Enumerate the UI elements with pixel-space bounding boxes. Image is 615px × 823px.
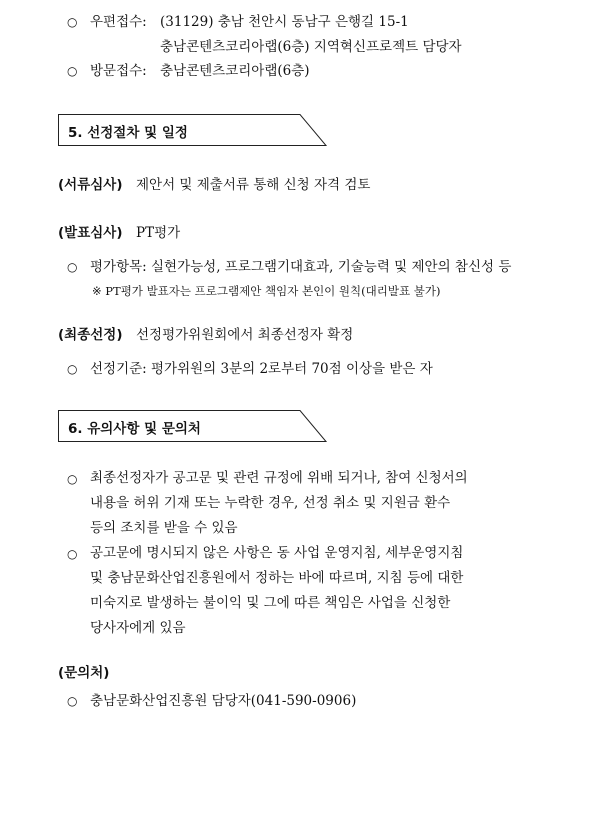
notice-2-line: 및 충남문화산업진흥원에서 정하는 바에 따르며, 지침 등에 대한 [90, 570, 464, 586]
bullet-mark: ○ [67, 260, 78, 274]
bullet-mark: ○ [67, 547, 78, 561]
notice-2-line: 미숙지로 발생하는 불이익 및 그에 따른 책임은 사업을 신청한 [90, 595, 451, 611]
section-6-title: 6. 유의사항 및 문의처 [68, 421, 201, 437]
evaluation-items: 평가항목: 실현가능성, 프로그램기대효과, 기술능력 및 제안의 참신성 등 [90, 259, 512, 275]
bullet-mark: ○ [67, 694, 78, 708]
selection-criteria: 선정기준: 평가위원의 3분의 2로부터 70점 이상을 받은 자 [90, 361, 433, 377]
notice-2 [90, 541, 540, 641]
mail-address-line2: 충남콘텐츠코리아랩(6층) 지역혁신프로젝트 담당자 [160, 39, 462, 55]
visit-label: 방문접수: [90, 63, 147, 79]
notice-2-line: 공고문에 명시되지 않은 사항은 동 사업 운영지침, 세부운영지침 [90, 545, 464, 561]
presentation-text: PT평가 [136, 225, 181, 241]
presentation-label: (발표심사) [58, 225, 123, 241]
notice-2-line: 당사자에게 있음 [90, 620, 186, 636]
bullet-mark: ○ [67, 362, 78, 376]
final-selection-label: (최종선정) [58, 327, 123, 343]
doc-review-text: 제안서 및 제출서류 통해 신청 자격 검토 [136, 177, 371, 193]
presentation-note: ※ PT평가 발표자는 프로그램제안 책임자 본인이 원칙(대리발표 불가) [92, 284, 441, 298]
notice-1 [90, 466, 540, 541]
bullet-mark: ○ [67, 15, 78, 29]
mail-label: 우편접수: [90, 14, 147, 30]
contact-label: (문의처) [58, 665, 110, 681]
visit-value: 충남콘텐츠코리아랩(6층) [160, 63, 310, 79]
section-5-title: 5. 선정절차 및 일정 [68, 125, 188, 141]
bullet-mark: ○ [67, 472, 78, 486]
section-5-heading [58, 114, 328, 146]
section-6-heading [58, 410, 328, 442]
notice-1-line: 등의 조치를 받을 수 있음 [90, 520, 238, 536]
bullet-mark: ○ [67, 64, 78, 78]
notice-1-line: 내용을 허위 기재 또는 누락한 경우, 선정 취소 및 지원금 환수 [90, 495, 451, 511]
doc-review-label: (서류심사) [58, 177, 123, 193]
contact-text: 충남문화산업진흥원 담당자(041-590-0906) [90, 693, 357, 709]
mail-address-line1: (31129) 충남 천안시 동남구 은행길 15-1 [160, 14, 409, 30]
final-selection-text: 선정평가위원회에서 최종선정자 확정 [136, 327, 354, 343]
notice-1-line: 최종선정자가 공고문 및 관련 규정에 위배 되거나, 참여 신청서의 [90, 470, 468, 486]
